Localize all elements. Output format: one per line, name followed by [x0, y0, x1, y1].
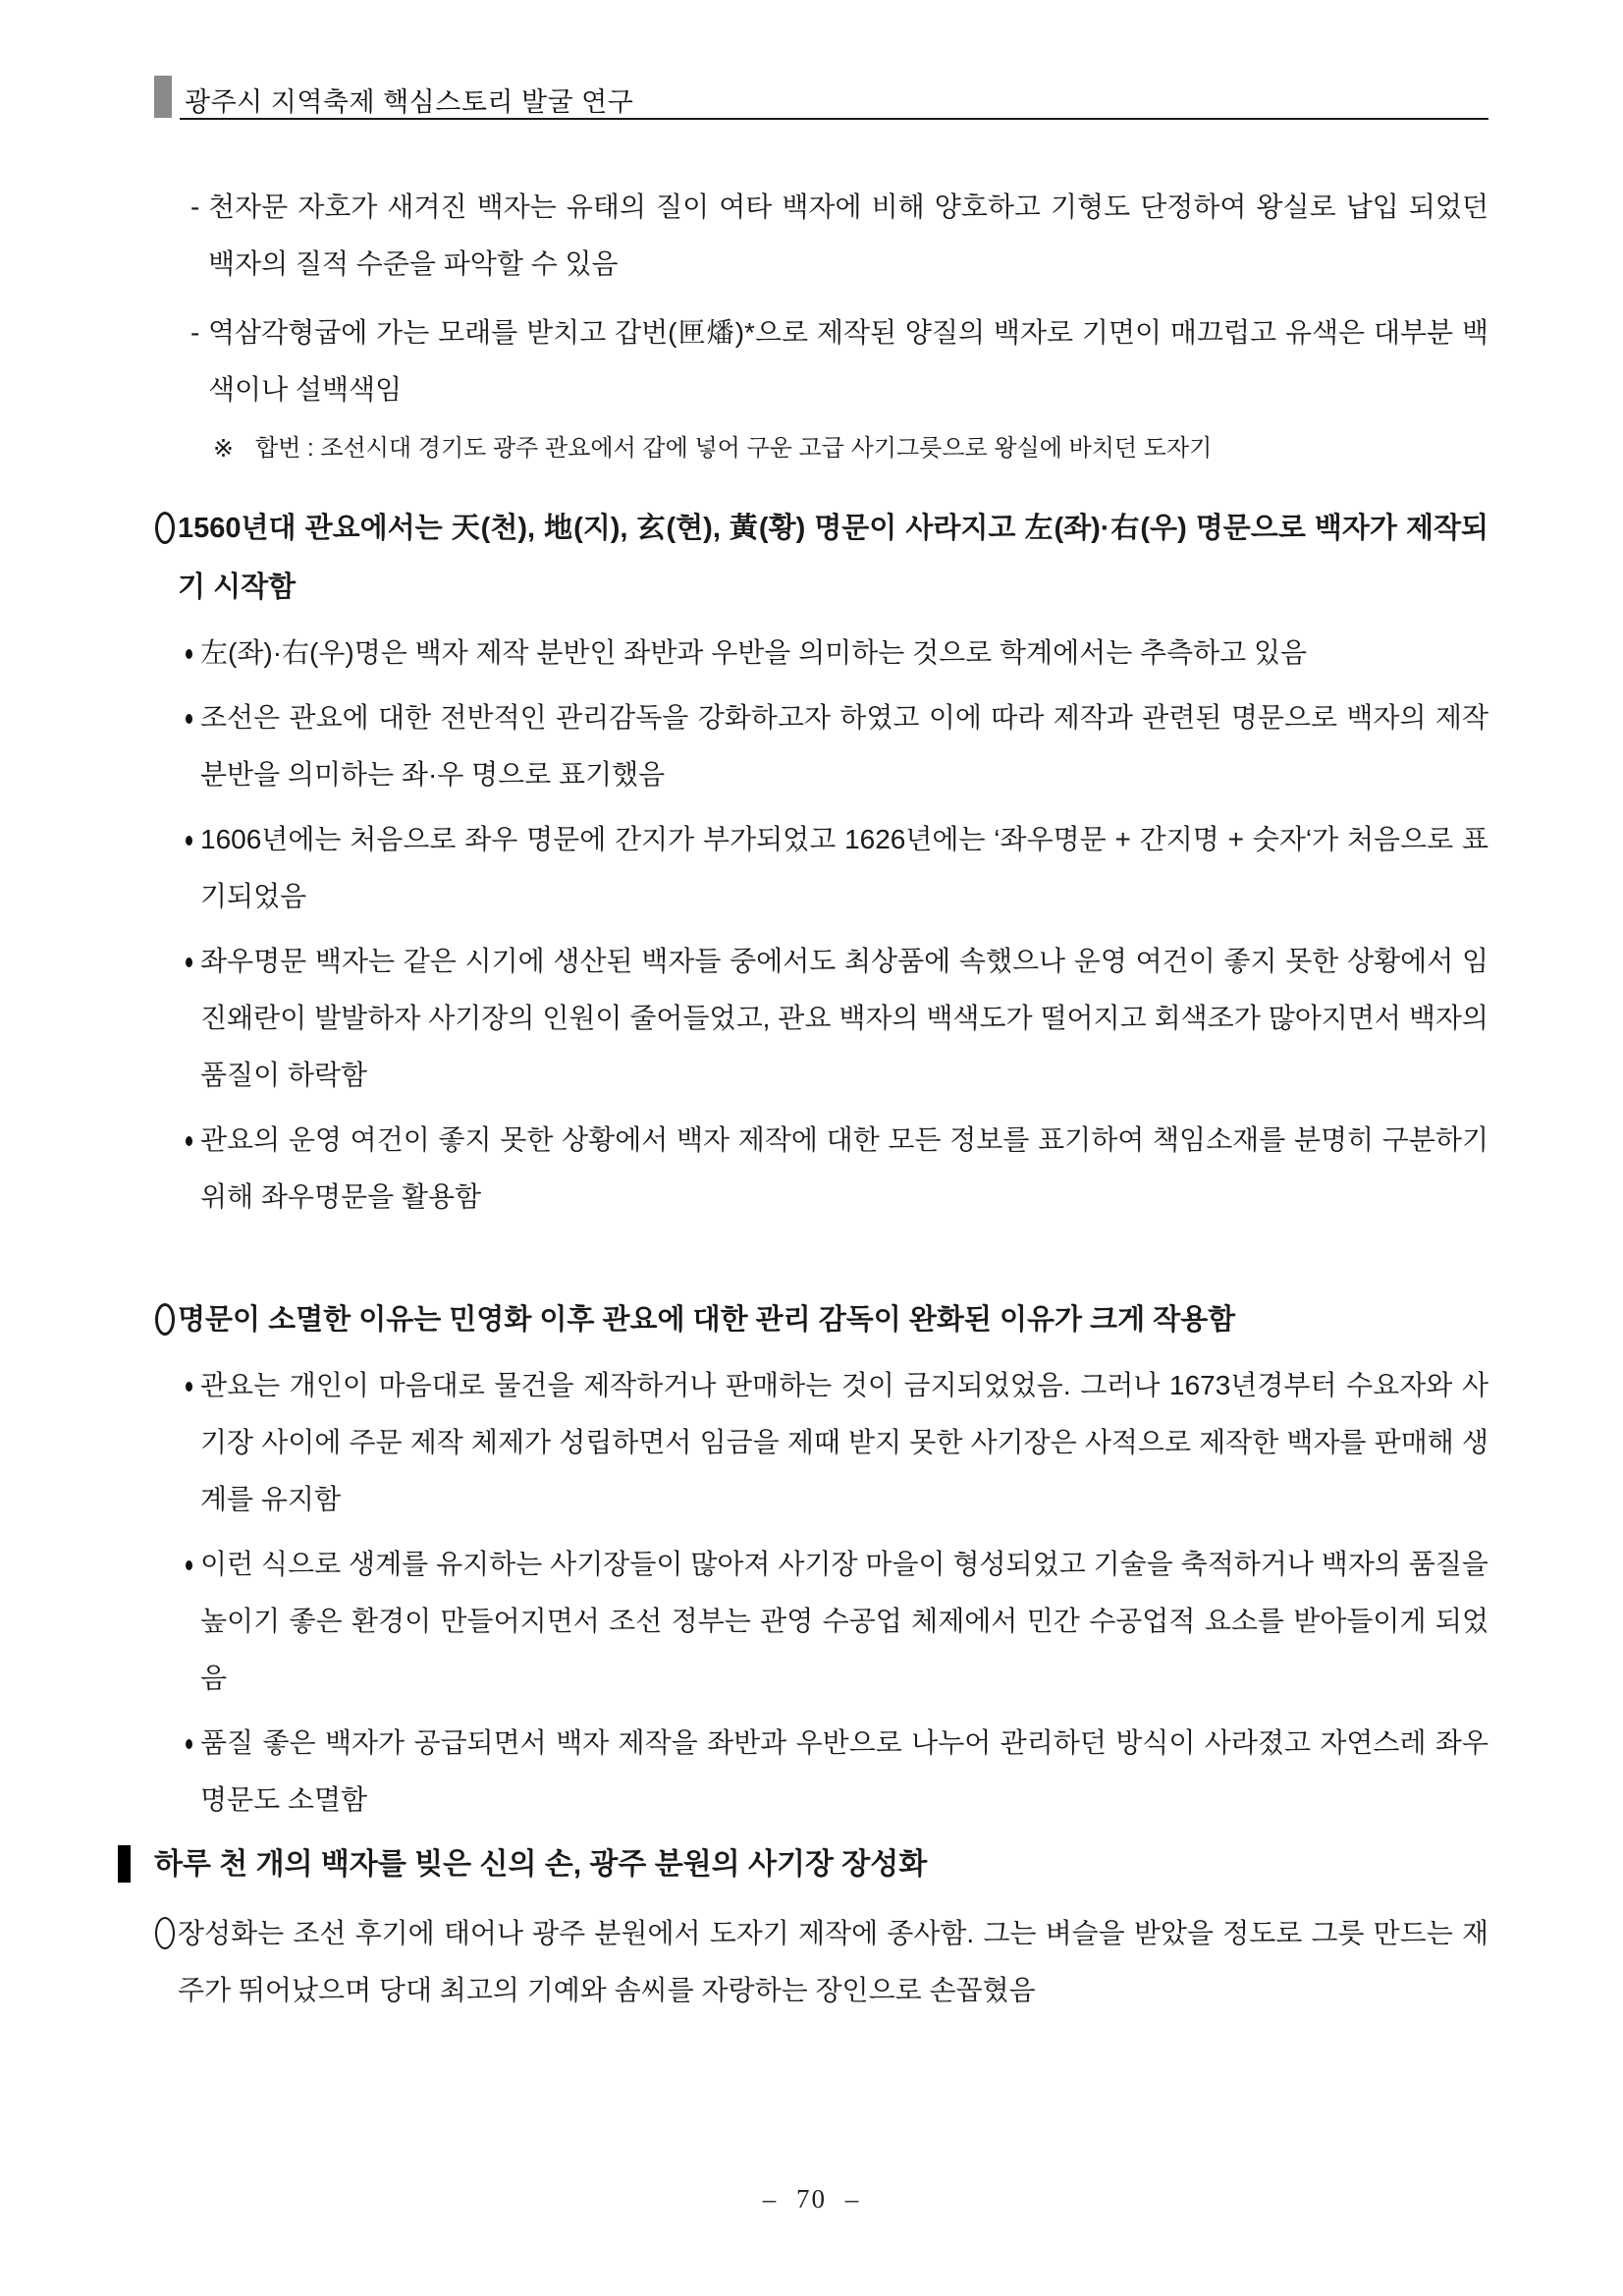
bullet-dot-icon — [186, 957, 192, 967]
bullet-list-item — [118, 933, 1488, 1104]
footnote-line — [118, 424, 1488, 473]
bullet-dot-icon — [186, 1382, 192, 1392]
dash-marker: - — [190, 191, 200, 222]
dash-marker: - — [190, 317, 200, 348]
bullet-dot-icon — [186, 1739, 192, 1749]
bullet-dot-icon — [186, 714, 192, 724]
circle-bullet-icon — [155, 512, 175, 544]
circle-bullet-icon — [155, 1917, 175, 1949]
page-number: – 70 – — [762, 2184, 861, 2214]
running-header-title: 광주시 지역축제 핵심스토리 발굴 연구 — [185, 87, 634, 117]
header-rule — [180, 118, 1488, 120]
bullet-dot-icon — [186, 836, 192, 846]
header-accent-bar — [154, 76, 172, 118]
bullet-item-text: 1606년에는 처음으로 좌우 명문에 간지가 부가되었고 1626년에는 ‘좌우명문 + 간지명 + 숫자‘가 처음으로 표기되었음 — [200, 824, 1488, 911]
dash-item-text: 천자문 자호가 새겨진 백자는 유태의 질이 여타 백자에 비해 양호하고 기형도 단정하여 왕실로 납입 되었던 백자의 질적 수준을 파악할 수 있음 — [208, 191, 1488, 279]
section-heading-text: 하루 천 개의 백자를 빚은 신의 손, 광주 분원의 사기장 장성화 — [154, 1848, 928, 1881]
bullet-list-item — [118, 1357, 1488, 1528]
bullet-list-item — [118, 1715, 1488, 1829]
circle-paragraph — [118, 1905, 1488, 2019]
bullet-list-item — [118, 1112, 1488, 1226]
bullet-item-text: 관요는 개인이 마음대로 물건을 제작하거나 판매하는 것이 금지되었었음. 그러나 1673년경부터 수요자와 사기장 사이에 주문 제작 체제가 성립하면서 임금을 제때 받지 못한 사기장은 사적으로 제작한 백자를 판매해 생계를 유지함 — [200, 1370, 1488, 1514]
bullet-item-text: 관요의 운영 여건이 좋지 못한 상황에서 백자 제작에 대한 모든 정보를 표기하여 책임소재를 분명히 구분하기 위해 좌우명문을 활용함 — [200, 1124, 1488, 1212]
bullet-item-text: 左(좌)·右(우)명은 백자 제작 분반인 좌반과 우반을 의미하는 것으로 학계에서는 추측하고 있음 — [200, 637, 1308, 668]
circle-heading-text: 명문이 소멸한 이유는 민영화 이후 관요에 대한 관리 감독이 완화된 이유가 크게 작용함 — [178, 1304, 1236, 1336]
bullet-list-item — [118, 1536, 1488, 1707]
circle-heading-text: 1560년대 관요에서는 天(천), 地(지), 玄(현), 黃(황) 명문이 사라지고 左(좌)·右(우) 명문으로 백자가 제작되기 시작함 — [178, 513, 1488, 603]
dash-list-item — [118, 304, 1488, 418]
bullet-dot-icon — [186, 649, 192, 659]
footnote-text: 합번 : 조선시대 경기도 광주 관요에서 갑에 넣어 구운 고급 사기그릇으로 왕실에 바치던 도자기 — [255, 435, 1213, 462]
circle-heading — [118, 499, 1488, 617]
bullet-list-item — [118, 689, 1488, 803]
section-heading — [118, 1834, 1488, 1895]
bullet-list-item — [118, 811, 1488, 925]
bullet-item-text: 이런 식으로 생계를 유지하는 사기장들이 많아져 사기장 마을이 형성되었고 기술을 축적하거나 백자의 품질을 높이기 좋은 환경이 만들어지면서 조선 정부는 관영 수공업 체제에서 민간 수공업적 요소를 받아들이게 되었음 — [200, 1549, 1488, 1693]
circle-paragraph-text: 장성화는 조선 후기에 태어나 광주 분원에서 도자기 제작에 종사함. 그는 벼슬을 받았을 정도로 그릇 만드는 재주가 뛰어났으며 당대 최고의 기예와 솜씨를 자랑하는 장인으로 손꼽혔음 — [178, 1918, 1488, 2005]
bullet-item-text: 조선은 관요에 대한 전반적인 관리감독을 강화하고자 하였고 이에 따라 제작과 관련된 명문으로 백자의 제작 분반을 의미하는 좌·우 명으로 표기했음 — [200, 702, 1488, 790]
square-bullet-icon — [118, 1845, 131, 1883]
bullet-dot-icon — [186, 1136, 192, 1146]
circle-bullet-icon — [155, 1303, 175, 1336]
circle-heading — [118, 1290, 1488, 1349]
bullet-item-text: 좌우명문 백자는 같은 시기에 생산된 백자들 중에서도 최상품에 속했으나 운영 여건이 좋지 못한 상황에서 임진왜란이 발발하자 사기장의 인원이 줄어들었고, 관요 백자의 백색도가 떨어지고 회색조가 많아지면서 백자의 품질이 하락함 — [200, 946, 1488, 1090]
bullet-item-text: 품질 좋은 백자가 공급되면서 백자 제작을 좌반과 우반으로 나누어 관리하던 방식이 사라졌고 자연스레 좌우 명문도 소멸함 — [200, 1727, 1488, 1815]
bullet-list-item — [118, 625, 1488, 682]
dash-item-text: 역삼각형굽에 가는 모래를 받치고 갑번(匣燔)*으로 제작된 양질의 백자로 기면이 매끄럽고 유색은 대부분 백색이나 설백색임 — [208, 317, 1488, 405]
bullet-dot-icon — [186, 1560, 192, 1570]
dash-list-item — [118, 179, 1488, 293]
reference-mark-icon: ※ — [213, 435, 234, 463]
document-body — [118, 157, 1488, 2019]
